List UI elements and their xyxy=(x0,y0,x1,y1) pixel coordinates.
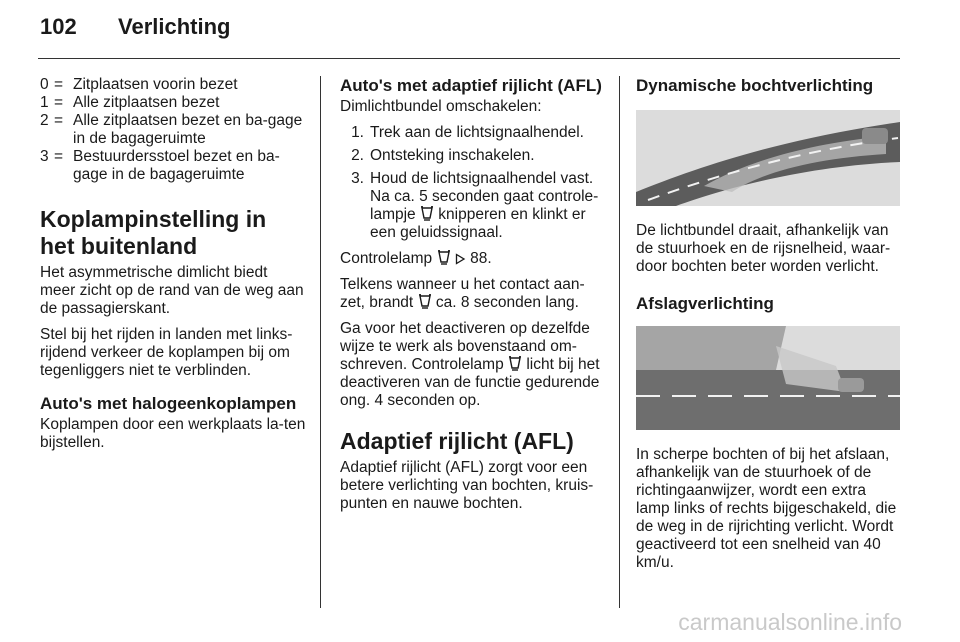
step-item: 1. Trek aan de lichtsignaalhendel. xyxy=(351,124,584,141)
page-title: Verlichting xyxy=(118,14,231,39)
paragraph: Adaptief rijlicht (AFL) zorgt voor een betere verlichting van bochten, kruis-punten en nauwe bochten. xyxy=(340,459,594,512)
heading-afslag: Afslagverlichting xyxy=(636,294,774,313)
heading-dynamische: Dynamische bochtverlichting xyxy=(636,76,874,95)
cornering-light-illustration xyxy=(636,326,900,430)
paragraph: Ga voor het deactiveren op dezelfde wijze te werk als bovenstaand om-schreven. Controlelamp licht bij het deactiveren van de functie gedurende ong. 4 seconden op. xyxy=(340,320,600,409)
legend-item: 0 = Zitplaatsen voorin bezet xyxy=(40,76,238,93)
paragraph: Telkens wanneer u het contact aan-zet, brandt ca. 8 seconden lang. xyxy=(340,276,585,311)
paragraph: De lichtbundel draait, afhankelijk van de stuurhoek en de rijsnelheid, waar-door bochten beter worden verlicht. xyxy=(636,222,891,275)
heading-halogeen: Auto's met halogeenkoplampen xyxy=(40,394,297,413)
header-rule xyxy=(38,58,900,59)
legend-item: 1 = Alle zitplaatsen bezet xyxy=(40,94,220,111)
paragraph: Stel bij het rijden in landen met links-rijdend verkeer de koplampen bij om tegenliggers niet te verblinden. xyxy=(40,326,293,379)
legend-item: 3 = Bestuurdersstoel bezet en ba-gage in de bagageruimte xyxy=(40,148,280,183)
afl-lamp-icon xyxy=(420,206,434,221)
step-item: 2. Ontsteking inschakelen. xyxy=(351,147,535,164)
afl-lamp-icon xyxy=(437,250,451,265)
afl-lamp-icon xyxy=(418,294,432,309)
heading-afl-cars: Auto's met adaptief rijlicht (AFL) xyxy=(340,76,602,95)
ref-arrow-icon xyxy=(455,253,466,265)
paragraph: Het asymmetrische dimlicht biedt meer zicht op de rand van de weg aan de passagierskant. xyxy=(40,264,304,317)
page-number: 102 xyxy=(40,14,77,39)
paragraph: Dimlichtbundel omschakelen: xyxy=(340,98,542,115)
legend-item: 2 = Alle zitplaatsen bezet en ba-gage in de bagageruimte xyxy=(40,112,303,147)
column-divider xyxy=(619,76,620,608)
seat-legend xyxy=(40,76,306,184)
column-middle xyxy=(340,76,606,521)
steps-list xyxy=(340,124,606,242)
paragraph: Controlelamp 88. xyxy=(340,250,492,267)
column-right xyxy=(636,76,902,580)
step-item: 3. Houd de lichtsignaalhendel vast. Na ca. 5 seconden gaat controle-lampje knipperen en klinkt er een geluidssignaal. xyxy=(351,170,599,241)
afl-lamp-icon xyxy=(508,356,522,371)
heading-koplampinstelling: Koplampinstelling in het buitenland xyxy=(40,206,267,259)
watermark: carmanualsonline.info xyxy=(678,609,902,635)
paragraph: Koplampen door een werkplaats la-ten bijstellen. xyxy=(40,416,306,451)
bend-lighting-illustration xyxy=(636,110,900,206)
heading-afl: Adaptief rijlicht (AFL) xyxy=(340,428,574,454)
paragraph: In scherpe bochten of bij het afslaan, afhankelijk van de stuurhoek of de richtingaanwijzer, wordt een extra lamp links of rechts bijgeschakeld, die de weg in de rijrichting verlicht. Wordt geactiveerd tot een snelheid van 40 km/u. xyxy=(636,446,897,571)
column-divider xyxy=(320,76,321,608)
column-left xyxy=(40,76,306,460)
